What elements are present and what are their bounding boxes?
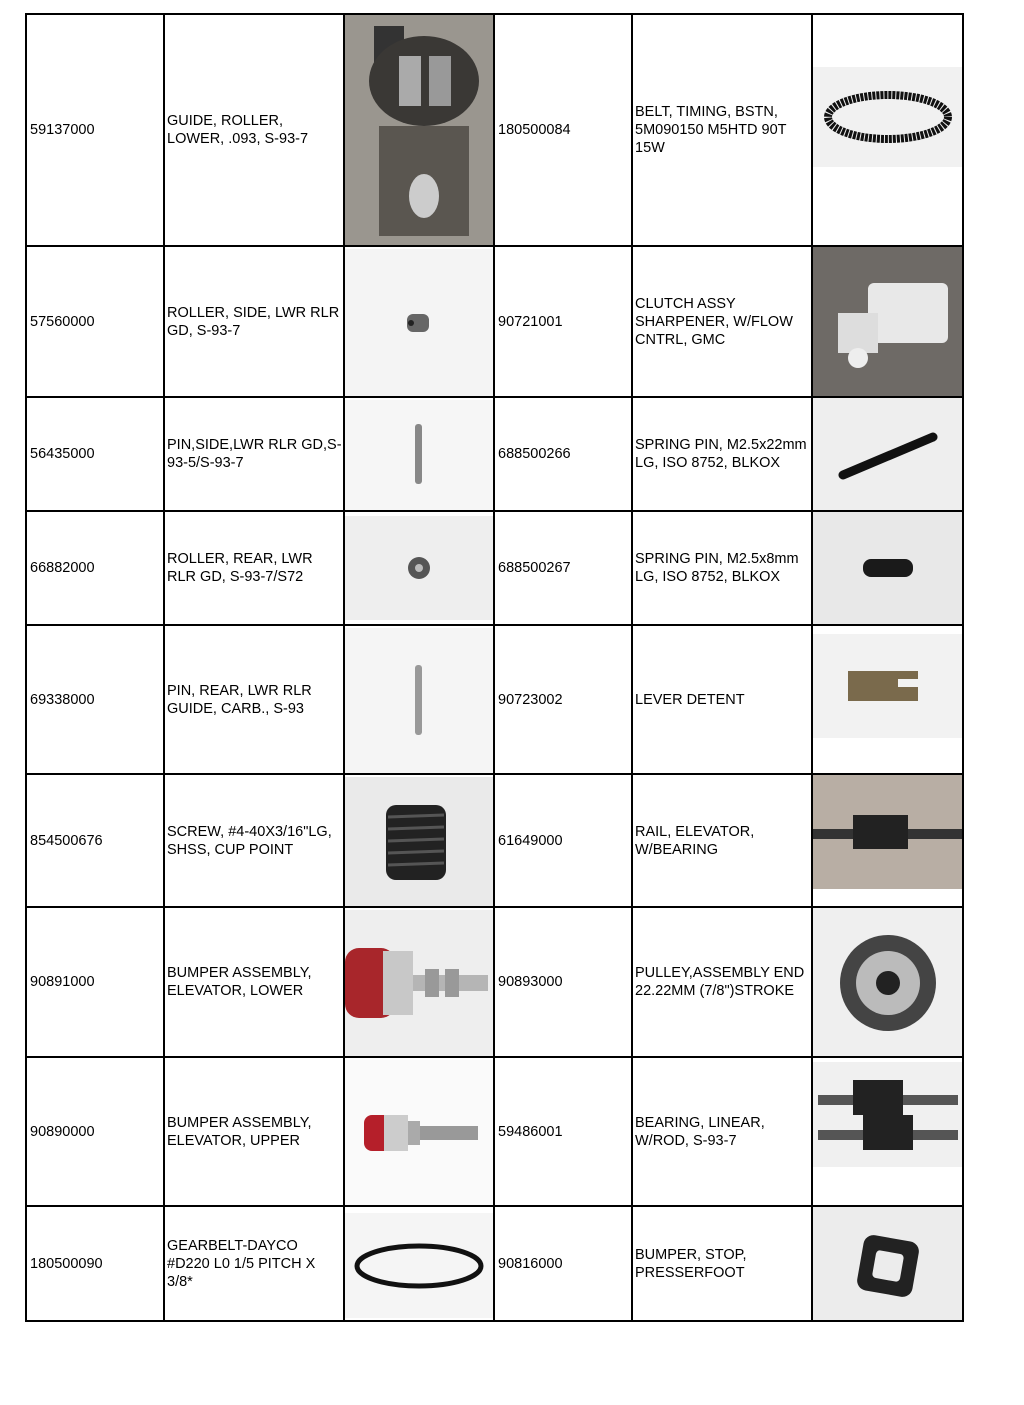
part-number: 66882000: [26, 511, 164, 625]
side-roller-image: [345, 249, 493, 396]
clutch-assembly-image: [813, 247, 962, 397]
table-row: [26, 907, 963, 1057]
part-number: 61649000: [494, 774, 632, 907]
part-image-cell: [812, 511, 963, 625]
part-number: 90893000: [494, 907, 632, 1057]
part-number: 688500266: [494, 397, 632, 511]
lower-bumper-image: [345, 910, 493, 1056]
spring-pin-long-image: [813, 398, 962, 511]
part-number: 90723002: [494, 625, 632, 774]
part-description: CLUTCH ASSY SHARPENER, W/FLOW CNTRL, GMC: [632, 246, 812, 397]
part-description: BEARING, LINEAR, W/ROD, S-93-7: [632, 1057, 812, 1206]
table-row: [26, 511, 963, 625]
part-number: 59486001: [494, 1057, 632, 1206]
pulley-image: [813, 908, 962, 1057]
part-image-cell: [812, 1206, 963, 1321]
part-image-cell: [344, 397, 494, 511]
part-number: 69338000: [26, 625, 164, 774]
part-description: BUMPER, STOP, PRESSERFOOT: [632, 1206, 812, 1321]
linear-bearing-image: [813, 1062, 962, 1167]
timing-belt-image: [813, 67, 962, 167]
part-description: GEARBELT-DAYCO #D220 L0 1/5 PITCH X 3/8*: [164, 1206, 344, 1321]
part-number: 90816000: [494, 1206, 632, 1321]
parts-table: [25, 13, 964, 1322]
lever-detent-image: [813, 634, 962, 738]
table-row: [26, 246, 963, 397]
part-image-cell: [812, 625, 963, 774]
part-description: SPRING PIN, M2.5x22mm LG, ISO 8752, BLKOX: [632, 397, 812, 511]
rear-pin-image: [345, 628, 493, 773]
part-image-cell: [812, 774, 963, 907]
table-row: [26, 1206, 963, 1321]
part-image-cell: [344, 14, 494, 246]
side-pin-image: [345, 400, 493, 510]
part-number: 688500267: [494, 511, 632, 625]
part-description: ROLLER, SIDE, LWR RLR GD, S-93-7: [164, 246, 344, 397]
table-row: [26, 625, 963, 774]
part-description: RAIL, ELEVATOR, W/BEARING: [632, 774, 812, 907]
upper-bumper-image: [345, 1060, 493, 1205]
part-number: 59137000: [26, 14, 164, 246]
part-description: GUIDE, ROLLER, LOWER, .093, S-93-7: [164, 14, 344, 246]
part-number: 56435000: [26, 397, 164, 511]
table-row: [26, 397, 963, 511]
part-description: LEVER DETENT: [632, 625, 812, 774]
part-description: SCREW, #4-40X3/16"LG, SHSS, CUP POINT: [164, 774, 344, 907]
part-image-cell: [344, 625, 494, 774]
part-description: SPRING PIN, M2.5x8mm LG, ISO 8752, BLKOX: [632, 511, 812, 625]
part-image-cell: [344, 1057, 494, 1206]
rear-roller-image: [345, 516, 493, 620]
table-row: [26, 1057, 963, 1206]
part-image-cell: [812, 397, 963, 511]
part-description: ROLLER, REAR, LWR RLR GD, S-93-7/S72: [164, 511, 344, 625]
part-description: PIN, REAR, LWR RLR GUIDE, CARB., S-93: [164, 625, 344, 774]
part-description: PIN,SIDE,LWR RLR GD,S-93-5/S-93-7: [164, 397, 344, 511]
part-number: 90890000: [26, 1057, 164, 1206]
spring-pin-short-image: [813, 512, 962, 625]
part-image-cell: [344, 246, 494, 397]
set-screw-image: [345, 777, 493, 906]
part-number: 180500090: [26, 1206, 164, 1321]
table-row: [26, 774, 963, 907]
presserfoot-bumper-image: [813, 1207, 962, 1321]
part-image-cell: [344, 907, 494, 1057]
part-image-cell: [344, 511, 494, 625]
part-description: BUMPER ASSEMBLY, ELEVATOR, LOWER: [164, 907, 344, 1057]
part-number: 180500084: [494, 14, 632, 246]
gearbelt-image: [345, 1213, 493, 1318]
part-description: BELT, TIMING, BSTN, 5M090150 M5HTD 90T 15W: [632, 14, 812, 246]
part-number: 854500676: [26, 774, 164, 907]
part-image-cell: [344, 1206, 494, 1321]
table-row: [26, 14, 963, 246]
part-number: 90891000: [26, 907, 164, 1057]
part-number: 57560000: [26, 246, 164, 397]
part-number: 90721001: [494, 246, 632, 397]
elevator-rail-image: [813, 775, 962, 889]
part-image-cell: [812, 907, 963, 1057]
part-image-cell: [812, 14, 963, 246]
roller-guide-image: [345, 15, 493, 246]
part-description: PULLEY,ASSEMBLY END 22.22MM (7/8")STROKE: [632, 907, 812, 1057]
part-description: BUMPER ASSEMBLY, ELEVATOR, UPPER: [164, 1057, 344, 1206]
part-image-cell: [812, 246, 963, 397]
part-image-cell: [344, 774, 494, 907]
part-image-cell: [812, 1057, 963, 1206]
